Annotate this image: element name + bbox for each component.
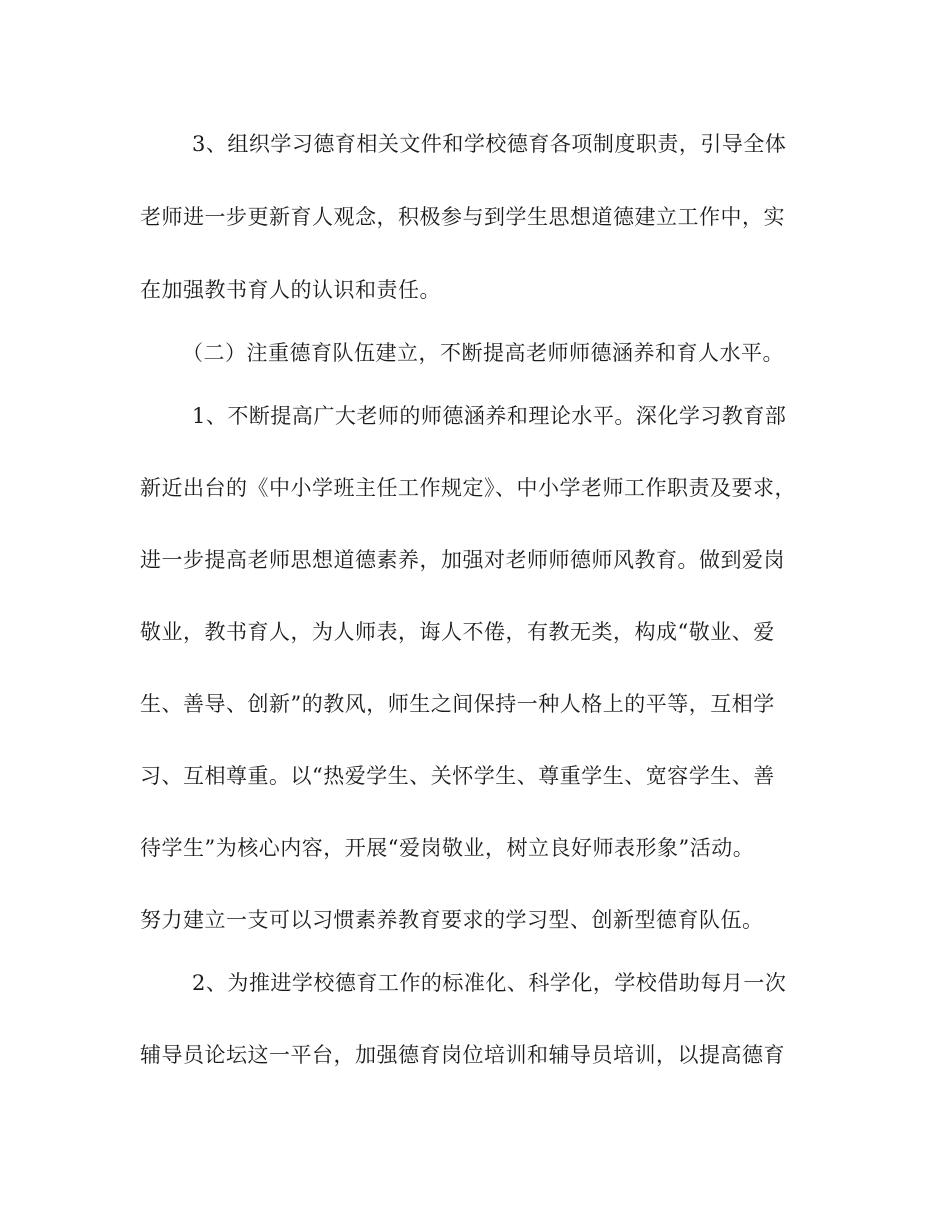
paragraph-1-line-4: 敬业，教书育人，为人师表，诲人不倦，有教无类，构成“敬业、爱 <box>140 620 775 644</box>
section-heading-2: （二）注重德育队伍建立，不断提高老师师德涵养和育人水平。 <box>182 341 784 365</box>
paragraph-1-line-8: 努力建立一支可以习惯素养教育要求的学习型、创新型德育队伍。 <box>140 908 764 932</box>
paragraph-2-line-1: 2、为推进学校德育工作的标准化、科学化，学校借助每月一次 <box>192 971 787 995</box>
paragraph-3-line-1: 3、组织学习德育相关文件和学校德育各项制度职责，引导全体 <box>192 132 787 156</box>
paragraph-3-line-3: 在加强教书育人的认识和责任。 <box>140 278 441 302</box>
paragraph-1-line-5: 生、善导、创新”的教风，师生之间保持一种人格上的平等，互相学 <box>140 692 775 716</box>
paragraph-1-line-3: 进一步提高老师思想道德素养，加强对老师师德师风教育。做到爱岗 <box>140 548 785 572</box>
paragraph-1-line-1: 1、不断提高广大老师的师德涵养和理论水平。深化学习教育部 <box>192 404 787 428</box>
paragraph-1-line-7: 待学生”为核心内容，开展“爱岗敬业，树立良好师表形象”活动。 <box>140 836 755 860</box>
paragraph-1-line-2: 新近出台的《中小学班主任工作规定》、中小学老师工作职责及要求， <box>140 476 796 500</box>
paragraph-3-line-2: 老师进一步更新育人观念，积极参与到学生思想道德建立工作中，实 <box>140 205 785 229</box>
paragraph-2-line-2: 辅导员论坛这一平台，加强德育岗位培训和辅导员培训，以提高德育 <box>140 1043 785 1067</box>
paragraph-1-line-6: 习、互相尊重。以“热爱学生、关怀学生、尊重学生、宽容学生、善 <box>140 764 775 788</box>
